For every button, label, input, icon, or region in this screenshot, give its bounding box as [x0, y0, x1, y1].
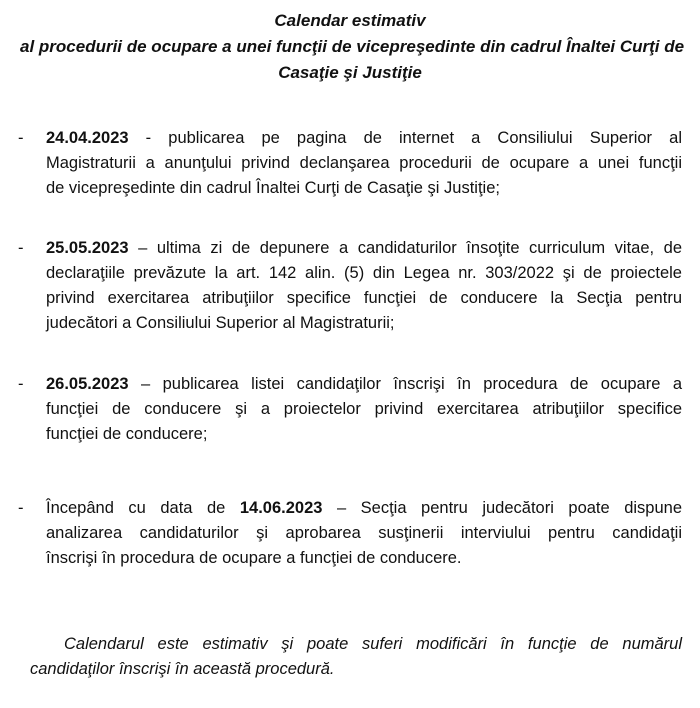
item-line: Magistraturii a anunţului privind declanşarea procedurii de ocupare a unei funcţii [46, 154, 682, 172]
item-prefix: Începând cu data de [46, 499, 240, 517]
item-line: declaraţiile prevăzute la art. 142 alin. (5) din Legea nr. 303/2022 şi de proiectele [46, 264, 682, 282]
item-line: 24.04.2023 - publicarea pe pagina de internet a Consiliului Superior al [46, 129, 682, 147]
bullet-dash: - [18, 499, 24, 517]
item-date: 14.06.2023 [239, 499, 323, 517]
item-line: funcţiei de conducere; [46, 425, 208, 443]
document-title [20, 8, 685, 86]
footnote-line-2: candidaţilor înscrişi în această procedură. [30, 660, 335, 678]
item-line: funcţiei de conducere şi a proiectelor privind exercitarea atribuţiilor specifice [46, 400, 682, 418]
item-line: judecători a Consiliului Superior al Magistraturii; [46, 314, 395, 332]
title-line-3: Casaţie şi Justiţie [278, 63, 422, 82]
item-line: înscrişi în procedura de ocupare a funcţiei de conducere. [46, 549, 462, 567]
item-line: privind exercitarea atribuţiilor specifice funcţiei de conducere la Secţia pentru [46, 289, 682, 307]
footnote [30, 632, 682, 682]
item-date: 26.05.2023 [46, 375, 129, 393]
item-line: Începând cu data de 14.06.2023 – Secţia pentru judecători poate dispune [46, 499, 682, 517]
item-date: 24.04.2023 [46, 129, 129, 147]
item-line: de vicepreşedinte din cadrul Înaltei Curţi de Casaţie şi Justiţie; [46, 179, 500, 197]
bullet-dash: - [18, 239, 24, 257]
bullet-dash: - [18, 375, 24, 393]
item-line: 26.05.2023 – publicarea listei candidaţilor înscrişi în procedura de ocupare a [46, 375, 682, 393]
footnote-line-1: Calendarul este estimativ şi poate suferi modificări în funcţie de numărul [64, 635, 682, 653]
bullet-dash: - [18, 129, 24, 147]
item-line: analizarea candidaturilor şi aprobarea susţinerii interviului pentru candidaţii [46, 524, 682, 542]
item-line: 25.05.2023 – ultima zi de depunere a candidaturilor însoţite curriculum vitae, de [46, 239, 682, 257]
title-line-1: Calendar estimativ [274, 11, 426, 30]
title-line-2: al procedurii de ocupare a unei funcţii de vicepreşedinte din cadrul Înaltei Curţi de [20, 37, 685, 56]
item-date: 25.05.2023 [46, 239, 129, 257]
